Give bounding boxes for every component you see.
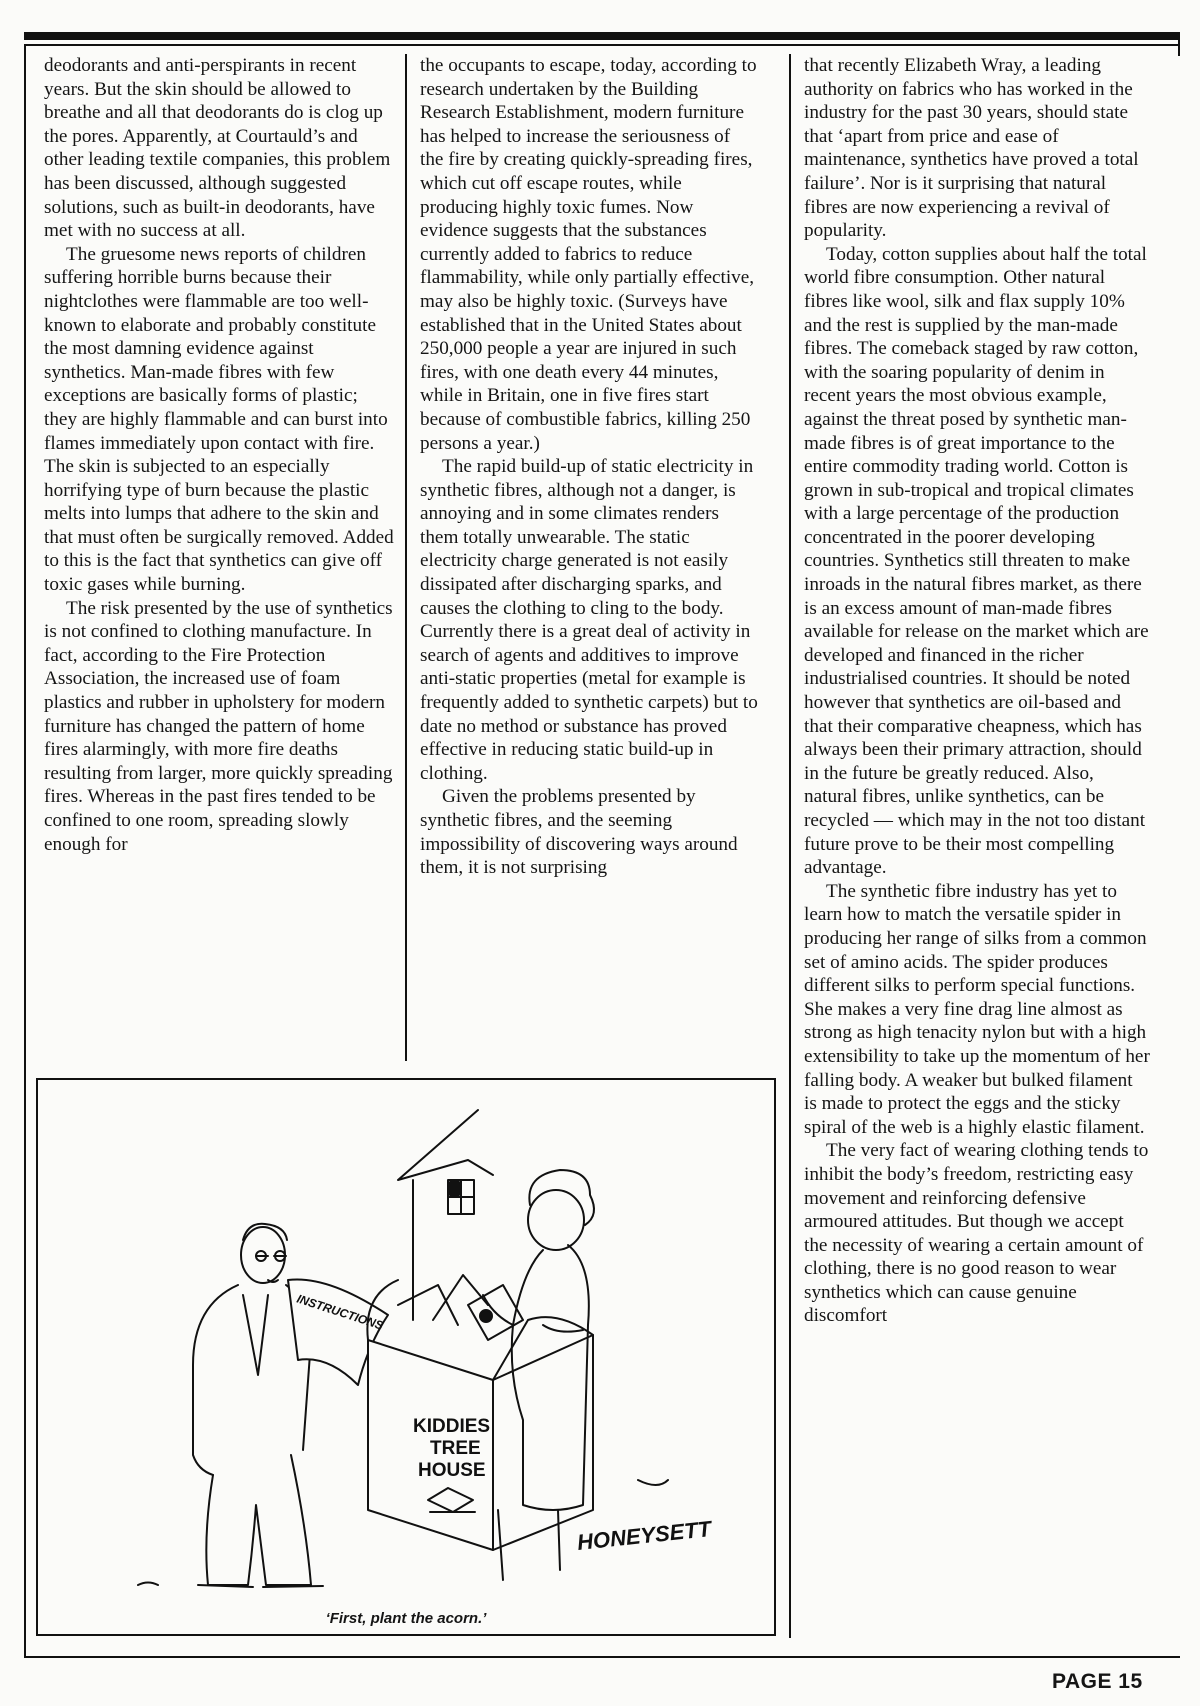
bottom-rule bbox=[24, 1656, 1180, 1658]
paragraph: that recently Elizabeth Wray, a leading authority on fabrics who has worked in the industry for the past 30 years, should state that ‘apart from price and ease of maintenance, synthetics have proved a total failure’. Nor is it surprising that natural fibres are now experiencing a revival of popularity. bbox=[804, 55, 1139, 242]
paragraph: The risk presented by the use of synthetics is not confined to clothing manufacture. In fact, according to the Fire Protection Association, the increased use of foam plastics and rubber in upholstery for modern furniture has changed the pattern of home fires alarmingly, with more fire deaths resulting from larger, more quickly spreading fires. Whereas in the past fires tended to be confined to one room, spreading slowly enough for bbox=[44, 597, 393, 855]
right-border-stub bbox=[1178, 32, 1180, 56]
text-column-3 bbox=[804, 54, 1150, 1328]
cartoon-frame bbox=[36, 1078, 776, 1636]
page-number: PAGE 15 bbox=[1052, 1670, 1143, 1693]
top-rule-thin bbox=[24, 44, 1180, 46]
paragraph: The very fact of wearing clothing tends to inhibit the body’s freedom, restricting easy movement and reinforcing defensive armoured attitudes. But though we accept the necessity of wearing a certain amount of clothing, there is no good reason to wear synthetics which can cause genuine discomfort bbox=[804, 1140, 1149, 1327]
column-divider bbox=[405, 54, 407, 1061]
instructions-label: INSTRUCTIONS bbox=[295, 1291, 385, 1333]
paragraph: Given the problems presented by synthetic fibres, and the seeming impossibility of discovering ways around them, it is not surprising bbox=[420, 786, 738, 879]
paragraph: The gruesome news reports of children suffering horrible burns because their nightclothes were flammable are too well-known to elaborate and probably constitute the most damning evidence against synthetics. Man-made fibres with few exceptions are basically forms of plastic; they are highly flammable and can burst into flames immediately upon contact with fire. The skin is subjected to an especially horrifying type of burn because the plastic melts into lumps that adhere to the skin and that must often be surgically removed. Added to this is the fact that synthetics can give off toxic gases while burning. bbox=[44, 243, 394, 596]
cartoon-illustration bbox=[38, 1080, 774, 1634]
text-column-1 bbox=[44, 54, 394, 856]
artist-signature: HONEYSETT bbox=[575, 1516, 713, 1555]
box-label-line-3: HOUSE bbox=[418, 1460, 486, 1481]
column-divider bbox=[789, 54, 791, 1638]
text-column-2 bbox=[420, 54, 758, 880]
box-label-line-2: TREE bbox=[430, 1438, 481, 1459]
left-border bbox=[24, 44, 26, 1658]
paragraph: The synthetic fibre industry has yet to learn how to match the versatile spider in producing her range of silks from a common set of amino acids. The spider produces different silks to perform special functions. She makes a very fine drag line almost as strong as high tenacity nylon but with a high extensibility to take up the momentum of her falling body. A weaker but bulked filament is made to protect the eggs and the sticky spiral of the web is a highly elastic filament. bbox=[804, 880, 1150, 1138]
cartoon-caption: ‘First, plant the acorn.’ bbox=[325, 1610, 487, 1627]
paragraph: deodorants and anti-perspirants in recent years. But the skin should be allowed to breathe and all that deodorants do is clog up the pores. Apparently, at Courtauld’s and other leading textile companies, this problem has been discussed, although suggested solutions, such as built-in deodorants, have met with no success at all. bbox=[44, 55, 391, 242]
paragraph: Today, cotton supplies about half the total world fibre consumption. Other natural fibres like wool, silk and flax supply 10% and the rest is supplied by the man-made fibres. The comeback staged by raw cotton, with the soaring popularity of denim in recent years the most obvious example, against the threat posed by synthetic man-made fibres is of great importance to the entire commodity trading world. Cotton is grown in sub-tropical and tropical climates with a large percentage of the production concentrated in the poorer developing countries. Synthetics still threaten to make inroads in the natural fibres market, as there is an excess amount of man-made fibres available for release on the market which are developed and financed in the richer industrialised countries. It should be noted however that synthetics are oil-based and that their comparative cheapness, which has always been their primary attraction, should in the future be greatly reduced. Also, natural fibres, unlike synthetics, can be recycled — which may in the not too distant future prove to be their most compelling advantage. bbox=[804, 243, 1149, 879]
box-label-line-1: KIDDIES bbox=[413, 1416, 491, 1437]
top-rule-thick bbox=[24, 32, 1180, 40]
paragraph: the occupants to escape, today, according to research undertaken by the Building Research Establishment, modern furniture has helped to increase the seriousness of the fire by creating quickly-spreading fires, which cut off escape routes, while producing highly toxic fumes. Now evidence suggests that the substances currently added to fabrics to reduce flammability, while only partially effective, may also be highly toxic. (Surveys have established that in the United States about 250,000 people a year are injured in such fires, with one death every 44 minutes, while in Britain, one in five fires start because of combustible fabrics, killing 250 persons a year.) bbox=[420, 55, 757, 454]
paragraph: The rapid build-up of static electricity in synthetic fibres, although not a danger, is annoying and in some climates renders them totally unwearable. The static electricity charge generated is not easily dissipated after discharging sparks, and causes the clothing to cling to the body. Currently there is a great deal of activity in search of agents and additives to improve anti-static properties (metal for example is frequently added to synthetic carpets) but to date no method or substance has proved effective in reducing static build-up in clothing. bbox=[420, 456, 758, 784]
